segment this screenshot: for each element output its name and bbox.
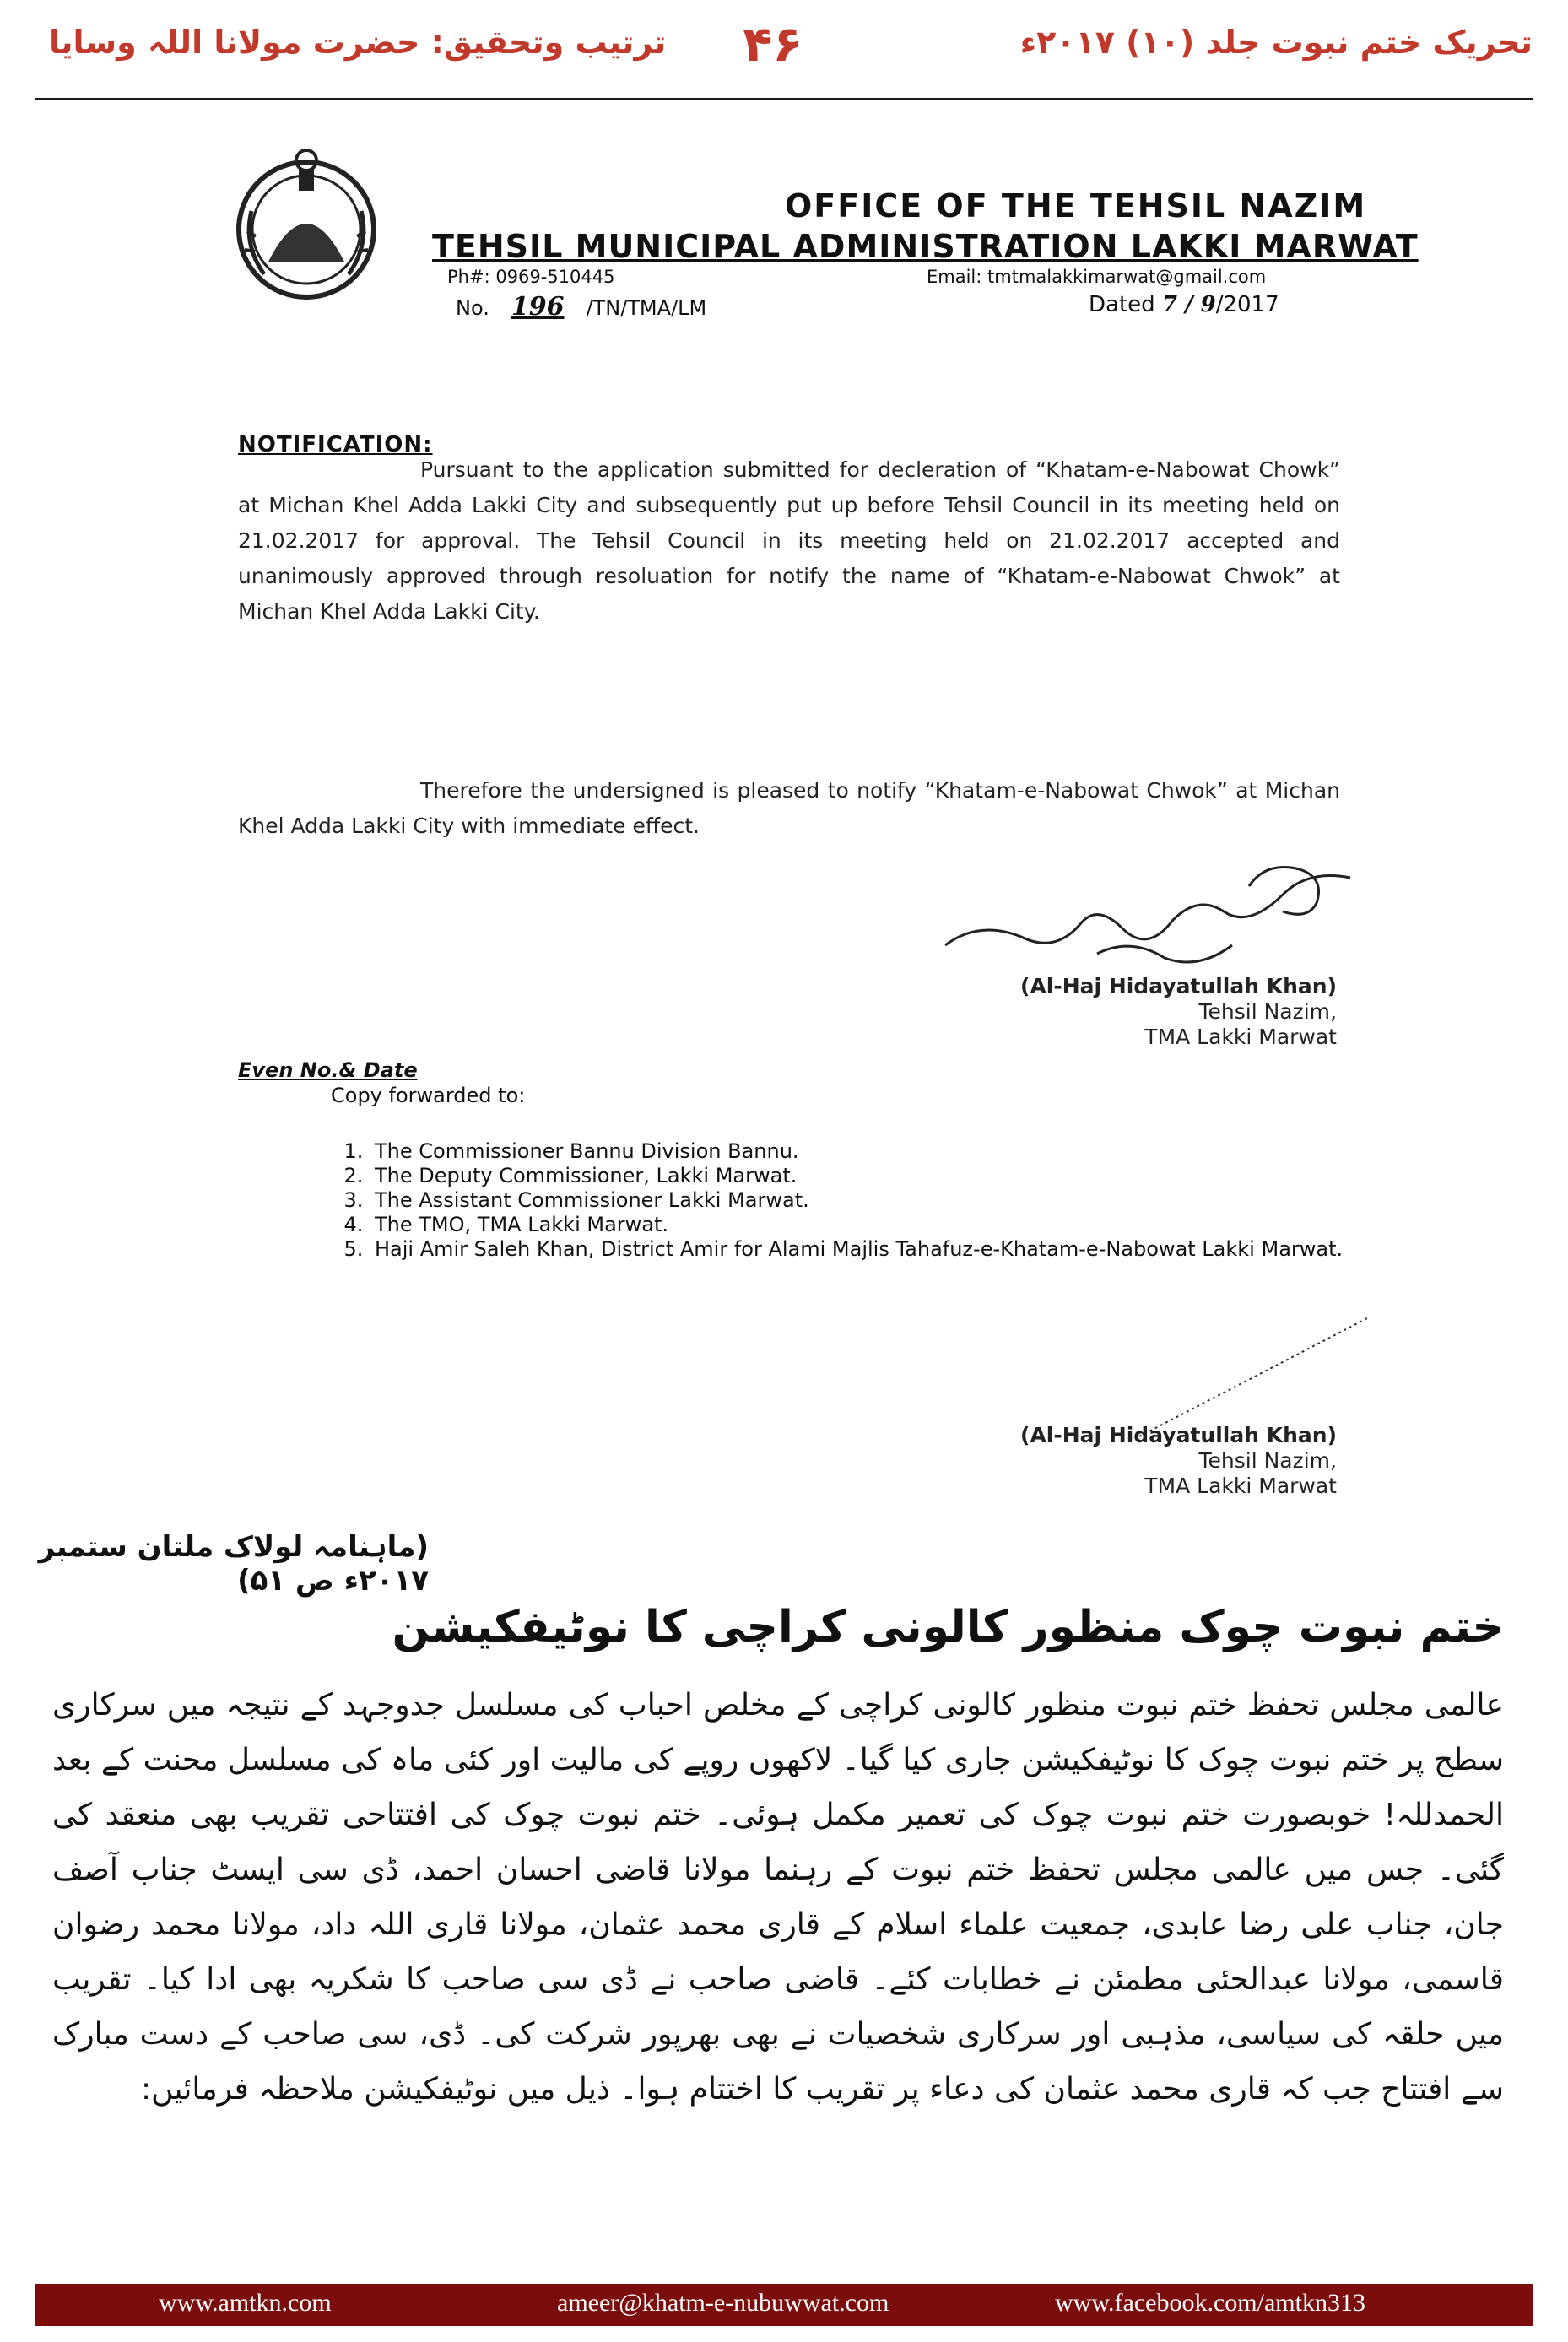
signatory-name: (Al-Haj Hidayatullah Khan) <box>1020 1423 1337 1447</box>
signatory-name: (Al-Haj Hidayatullah Khan) <box>1020 974 1337 998</box>
header-book-title: تحریک ختم نبوت جلد (۱۰) ۲۰۱۷ء <box>1019 24 1533 61</box>
notification-paragraph-1: Pursuant to the application submitted for decleration of “Khatam-e-Nabowat Chowk” at Michan Khel Adda Lakki City and subsequently put up before Tehsil Council in its meeting held on 21.02.2017 for approval. The Tehsil Council in its meeting held on 21.02.2017 accepted and unanimously approved through resoluation for notify the name of “Khatam-e-Nabowat Chwok” at Michan Khel Adda Lakki City. <box>238 457 1340 624</box>
signatory-block-1 <box>1020 974 1337 1050</box>
administration-title: TEHSIL MUNICIPAL ADMINISTRATION LAKKI MARWAT <box>432 228 1419 265</box>
no-suffix: /TN/TMA/LM <box>586 296 707 320</box>
article-heading: ختم نبوت چوک منظور کالونی کراچی کا نوٹیفکیشن <box>392 1602 1504 1652</box>
copy-forwarded-label: Copy forwarded to: <box>331 1084 526 1107</box>
footer-email-link[interactable]: ameer@khatm-e-nubuwwat.com <box>557 2289 889 2317</box>
list-item: 4. The TMO, TMA Lakki Marwat. <box>370 1213 1382 1237</box>
footer-facebook-link[interactable]: www.facebook.com/amtkn313 <box>1055 2289 1365 2317</box>
signatory-block-2 <box>1020 1423 1337 1499</box>
government-emblem-icon <box>218 135 395 312</box>
dated-year: /2017 <box>1215 292 1279 317</box>
reference-number <box>456 292 706 322</box>
office-title: OFFICE OF THE TEHSIL NAZIM <box>785 187 1367 224</box>
list-item: 2. The Deputy Commissioner, Lakki Marwat. <box>370 1164 1382 1188</box>
page-number: ۴۶ <box>743 15 803 73</box>
header-compiler: ترتیب وتحقیق: حضرت مولانا اللہ وسایا <box>49 24 667 61</box>
letter-date <box>1089 292 1279 317</box>
signatory-designation: Tehsil Nazim, <box>1198 999 1337 1024</box>
dated-value: 7 / 9 <box>1161 292 1216 317</box>
source-citation: (ماہنامہ لولاک ملتان ستمبر ۲۰۱۷ء ص ۵۱) <box>38 1530 429 1598</box>
endst-heading: Even No.& Date <box>238 1058 418 1082</box>
list-item: 5. Haji Amir Saleh Khan, District Amir for Alami Majlis Tahafuz-e-Khatam-e-Nabowat Lakki Marwat. <box>370 1237 1382 1262</box>
footer-website-link[interactable]: www.amtkn.com <box>159 2289 332 2317</box>
notification-paragraph-2: Therefore the undersigned is pleased to notify “Khatam-e-Nabowat Chwok” at Michan Khel Adda Lakki City with immediate effect. <box>238 778 1340 838</box>
no-label: No. <box>456 296 489 320</box>
signatory-office: TMA Lakki Marwat <box>1144 1025 1337 1049</box>
list-item: 3. The Assistant Commissioner Lakki Marwat. <box>370 1188 1382 1213</box>
no-value: 196 <box>511 292 565 322</box>
office-email: Email: tmtmalakkimarwat@gmail.com <box>927 267 1267 287</box>
list-item: 1. The Commissioner Bannu Division Bannu. <box>370 1139 1382 1164</box>
dated-label: Dated <box>1089 292 1155 317</box>
signatory-designation: Tehsil Nazim, <box>1198 1448 1337 1473</box>
copy-recipient-list <box>331 1139 1382 1262</box>
signatory-office: TMA Lakki Marwat <box>1144 1474 1337 1498</box>
article-body: عالمی مجلس تحفظ ختم نبوت منظور کالونی کراچی کے مخلص احباب کی مسلسل جدوجہد کے نتیجہ میں سرکاری سطح پر ختم نبوت چوک کا نوٹیفکیشن جاری کیا گیا۔ لاکھوں روپے کی مالیت اور کئی ماہ کی مسلسل محنت کے بعد الحمدللہ! خوبصورت ختم نبوت چوک کی تعمیر مکمل ہوئی۔ ختم نبوت چوک کی افتتاحی تقریب بھی منعقد کی گئی۔ جس میں عالمی مجلس تحفظ ختم نبوت کے رہنما مولانا قاضی احسان احمد، ڈی سی ایسٹ جناب آصف جان، جناب علی رضا عابدی، جمعیت علماء اسلام کے قاری محمد عثمان، مولانا قاری اللہ داد، مولانا محمد رضوان قاسمی، مولانا عبدالحئی مطمئن نے خطابات کئے۔ قاضی صاحب نے ڈی سی صاحب کا شکریہ بھی ادا کیا۔ تقریب میں حلقہ کی سیاسی، مذہبی اور سرکاری شخصیات نے بھی بھرپور شرکت کی۔ ڈی، سی صاحب کے دست مبارک سے افتتاح جب کہ قاری محمد عثمان کی دعاء پر تقریب کا اختتام ہوا۔ ذیل میں نوٹیفکیشن ملاحظہ فرمائیں: <box>52 1688 1504 2107</box>
notification-heading: NOTIFICATION: <box>238 432 433 457</box>
phone-number: Ph#: 0969-510445 <box>447 267 615 287</box>
